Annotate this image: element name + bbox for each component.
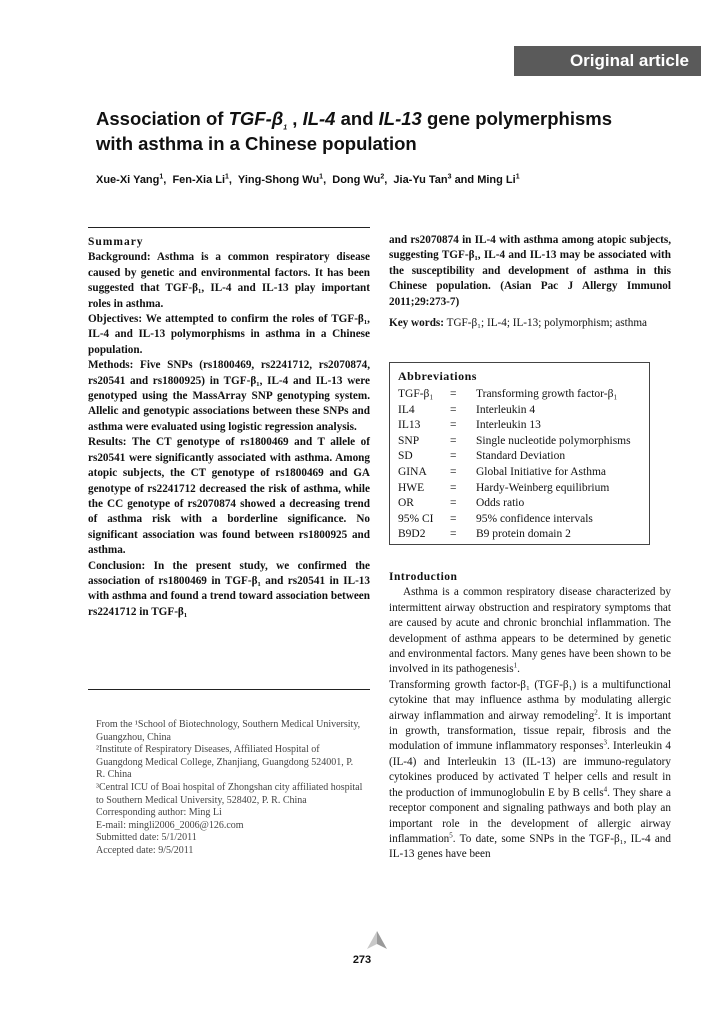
introduction-paragraph: Transforming growth factor-β₁ (TGF-β₁) is a multifunctional cytokine that may influence asthma by modulating allergic airway inflammation and airway remodeling$^2$. It is important in growth, transformation, tissue repair, fibrosis and the modulation of immune inflammatory responses$^3$. Interleukin 4 (IL-4) and Interleukin 13 (IL-13) are immuno-regulatory cytokines produced by activated T helper cells and result in the production of immunoglobulin E by B cells$^4$. They share a receptor component and signaling pathways and both play an important role in the development of allergic airway inflammation$^5$. To date, some SNPs in the TGF-β₁, IL-4 and IL-13 genes have been bbox=[389, 678, 672, 861]
author-name: Jia-Yu Tan bbox=[393, 174, 448, 186]
summary-methods: Methods: Five SNPs (rs1800469, rs2241712, rs2070874, rs20541 and rs1800925) in TGF-β₁, IL-4 and IL-13 were genotyped using the MassArray SNP genotyping system. Allelic and genotypic associations between these SNPs and asthma were evaluated using logistic regression analysis. bbox=[88, 359, 370, 433]
abbreviation-row bbox=[398, 465, 641, 481]
abbreviation-definition: Odds ratio bbox=[476, 497, 525, 510]
corresponding-author: Corresponding author: Ming Li bbox=[96, 807, 222, 819]
abbreviation-equals: = bbox=[450, 481, 457, 494]
affiliation-line: From the ¹School of Biotechnology, Southern Medical University, Guangzhou, China bbox=[96, 719, 361, 743]
summary-section bbox=[88, 235, 370, 620]
abbreviation-row bbox=[398, 434, 641, 450]
journal-logo-icon bbox=[366, 930, 388, 950]
abbreviation-definition: Interleukin 13 bbox=[476, 419, 541, 432]
summary-continued-text: and rs2070874 in IL-4 with asthma among atopic subjects, suggesting TGF-β₁, IL-4 and IL-13 may be associated with the susceptibility and development of asthma in this Chinese population. (Asian Pac J Allergy Immunol 2011;29:273-7) bbox=[389, 234, 672, 308]
affiliation-line: ³Central ICU of Boai hospital of Zhongshan city affiliated hospital to Southern Medical University, 528402, P. R. China bbox=[96, 781, 363, 806]
abbreviation-equals: = bbox=[450, 497, 457, 510]
abbreviation-definition: Global Initiative for Asthma bbox=[476, 465, 606, 478]
abbreviation-equals: = bbox=[450, 450, 457, 463]
abbreviations-heading: Abbreviations bbox=[398, 369, 477, 383]
author-name: Dong Wu bbox=[332, 174, 381, 186]
abbreviation-equals: = bbox=[450, 388, 457, 400]
author-name: Fen-Xia Li bbox=[172, 174, 226, 186]
summary-conclusion: Conclusion: In the present study, we confirmed the association of rs1800469 in TGF-β₁ and rs20541 in IL-13 with asthma and found a trend toward association between rs2241712 in TGF-β₁ bbox=[88, 559, 370, 618]
keywords: Key words: TGF-β₁; IL-4; IL-13; polymorphism; asthma bbox=[389, 317, 647, 330]
abbreviation-row bbox=[398, 418, 641, 434]
submitted-date: Submitted date: 5/1/2011 bbox=[96, 832, 197, 844]
summary-continued bbox=[389, 233, 671, 331]
abbreviation-equals: = bbox=[450, 403, 457, 416]
abbreviation-row bbox=[398, 512, 641, 528]
summary-background: Background: Asthma is a common respiratory disease caused by genetic and environmental factors. It has been suggested that TGF-β₁, IL-4 and IL-13 play important roles in asthma. bbox=[88, 251, 370, 310]
abbreviation-term: IL13 bbox=[398, 419, 421, 432]
abbreviation-definition: B9 protein domain 2 bbox=[476, 528, 571, 541]
summary-heading: Summary bbox=[88, 236, 144, 248]
abbreviation-term: GINA bbox=[398, 465, 427, 478]
abbreviation-equals: = bbox=[450, 528, 457, 541]
abbreviation-row bbox=[398, 527, 641, 543]
introduction-heading: Introduction bbox=[389, 571, 458, 583]
affiliation-line: ²Institute of Respiratory Diseases, Affiliated Hospital of Guangdong Medical College, Zhanjiang, Guangdong 524001, P. R. China bbox=[96, 744, 354, 781]
abbreviation-term: SNP bbox=[398, 434, 420, 447]
author-name: Ming Li bbox=[477, 174, 516, 186]
abbreviation-term: 95% CI bbox=[398, 512, 434, 525]
introduction-paragraph: Asthma is a common respiratory disease characterized by intermittent airway obstruction and respiratory symptoms that are caused by acute and chronic bronchial inflammation. The development of asthma appears to be determined by genetic and environmental factors. Many genes have been shown to be involved in its pathogenesis$^1$. bbox=[389, 586, 671, 676]
abbreviation-row bbox=[398, 403, 641, 419]
abbreviation-term: SD bbox=[398, 450, 413, 463]
abbreviation-term: IL4 bbox=[398, 403, 415, 416]
abbreviation-term: TGF-β₁ bbox=[398, 388, 434, 400]
article-title: Association of TGF-$\beta_1$ , IL-4 and IL-13 gene polymerphisms with asthma in a Chinese population bbox=[96, 108, 613, 154]
abbreviation-definition: 95% confidence intervals bbox=[476, 512, 593, 525]
summary-top-rule bbox=[88, 227, 370, 228]
abbreviation-term: OR bbox=[398, 497, 414, 510]
abbreviation-row bbox=[398, 449, 641, 465]
abbreviation-definition: Hardy-Weinberg equilibrium bbox=[476, 481, 610, 494]
abbreviation-equals: = bbox=[450, 419, 457, 432]
abbreviation-equals: = bbox=[450, 512, 457, 525]
author-name: Xue-Xi Yang bbox=[96, 174, 160, 186]
article-type-banner: Original article bbox=[514, 46, 701, 76]
abbreviation-term: B9D2 bbox=[398, 528, 426, 541]
accepted-date: Accepted date: 9/5/2011 bbox=[96, 844, 194, 856]
affiliations bbox=[96, 719, 364, 858]
abbreviation-equals: = bbox=[450, 465, 457, 478]
abbreviation-term: HWE bbox=[398, 481, 425, 494]
abbreviation-definition: Single nucleotide polymorphisms bbox=[476, 434, 631, 447]
author-email: E-mail: mingli2006_2006@126.com bbox=[96, 819, 244, 831]
abbreviation-definition: Transforming growth factor-β₁ bbox=[476, 388, 618, 400]
abbreviation-row bbox=[398, 496, 641, 512]
abbreviation-definition: Interleukin 4 bbox=[476, 403, 536, 416]
abbreviation-equals: = bbox=[450, 434, 457, 447]
introduction-section bbox=[389, 570, 671, 863]
summary-bottom-rule bbox=[88, 689, 370, 690]
abbreviation-definition: Standard Deviation bbox=[476, 450, 566, 463]
abbreviation-row bbox=[398, 481, 641, 497]
page-number: 273 bbox=[352, 954, 372, 966]
abbreviations-box bbox=[389, 362, 650, 545]
abbreviation-row bbox=[398, 387, 641, 403]
summary-results: Results: The CT genotype of rs1800469 and T allele of rs20541 were significantly associated with asthma. Among atopic subjects, the CT genotype of rs1800469 and GA genotype of rs2241712 decreased the risk of asthma, while the CC genotype of rs2070874 showed a decreasing trend of asthma risk with a borderline significance. No significant association was found between rs1800925 and asthma. bbox=[88, 436, 370, 557]
author-list: Xue-Xi Yang$^1$, Fen-Xia Li$^1$, Ying-Shong Wu$^1$, Dong Wu$^2$, Jia-Yu Tan$^3$ and Ming Li$^1$ bbox=[96, 173, 520, 186]
author-name: Ying-Shong Wu bbox=[237, 174, 320, 186]
summary-objectives: Objectives: We attempted to confirm the roles of TGF-β₁, IL-4 and IL-13 polymorphisms in asthma in a Chinese population. bbox=[88, 313, 370, 356]
